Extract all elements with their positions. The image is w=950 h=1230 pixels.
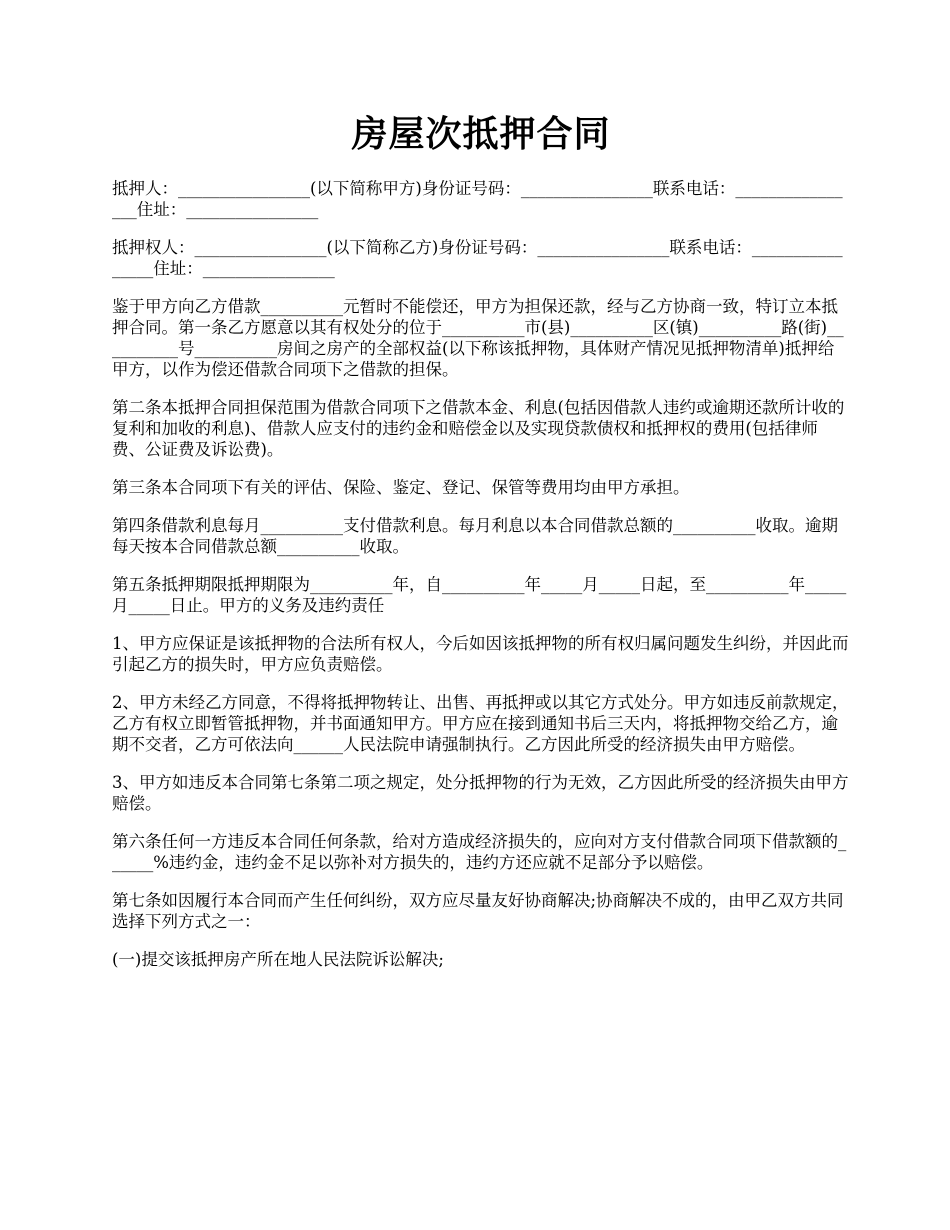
obligation-3: 3、甲方如违反本合同第七条第二项之规定，处分抵押物的行为无效，乙方因此所受的经济损失由甲方赔偿。 <box>112 773 849 813</box>
article-7: 第七条如因履行本合同而产生任何纠纷，双方应尽量友好协商解决;协商解决不成的，由甲乙双方共同选择下列方式之一： <box>112 891 844 931</box>
article-4: 第四条借款利息每月__________支付借款利息。每月利息以本合同借款总额的__________收取。逾期每天按本合同借款总额__________收取。 <box>112 516 838 556</box>
document-title: 房屋次抵押合同 <box>351 113 611 155</box>
mortgagor-info: 抵押人：________________(以下简称甲方)身份证号码：________________联系电话：________________住址：________________ <box>112 179 843 219</box>
mortgagee-info: 抵押权人：________________(以下简称乙方)身份证号码：________________联系电话：________________住址：________________ <box>112 238 843 278</box>
obligation-1: 1、甲方应保证是该抵押物的合法所有权人，今后如因该抵押物的所有权归属问题发生纠纷，并因此而引起乙方的损失时，甲方应负责赔偿。 <box>112 634 849 674</box>
article-7-option-1: (一)提交该抵押房产所在地人民法院诉讼解决; <box>112 950 444 969</box>
document-page <box>112 108 850 987</box>
preamble-and-article-1: 鉴于甲方向乙方借款__________元暂时不能偿还，甲方为担保还款，经与乙方协商一致，特订立本抵押合同。第一条乙方愿意以其有权处分的位于__________市(县)__________区(镇)__________路(街)__________号__________房间之房产的全部权益(以下称该抵押物，具体财产情况见抵押物清单)抵押给甲方，以作为偿还借款合同项下之借款的担保。 <box>112 297 844 379</box>
article-5: 第五条抵押期限抵押期限为__________年，自__________年_____月_____日起，至__________年_____月_____日止。甲方的义务及违约责任 <box>112 575 847 615</box>
article-3: 第三条本合同项下有关的评估、保险、鉴定、登记、保管等费用均由甲方承担。 <box>112 478 690 497</box>
article-6: 第六条任何一方违反本合同任何条款，给对方造成经济损失的，应向对方支付借款合同项下借款额的______%违约金，违约金不足以弥补对方损失的，违约方还应就不足部分予以赔偿。 <box>112 832 847 872</box>
article-2: 第二条本抵押合同担保范围为借款合同项下之借款本金、利息(包括因借款人违约或逾期还款所计收的复利和加收的利息)、借款人应支付的违约金和赔偿金以及实现贷款债权和抵押权的费用(包括律师费、公证费及诉讼费)。 <box>112 398 845 459</box>
obligation-2: 2、甲方未经乙方同意，不得将抵押物转让、出售、再抵押或以其它方式处分。甲方如违反前款规定，乙方有权立即暂管抵押物，并书面通知甲方。甲方应在接到通知书后三天内，将抵押物交给乙方，逾期不交者，乙方可依法向______人民法院申请强制执行。乙方因此所受的经济损失由甲方赔偿。 <box>112 693 849 754</box>
